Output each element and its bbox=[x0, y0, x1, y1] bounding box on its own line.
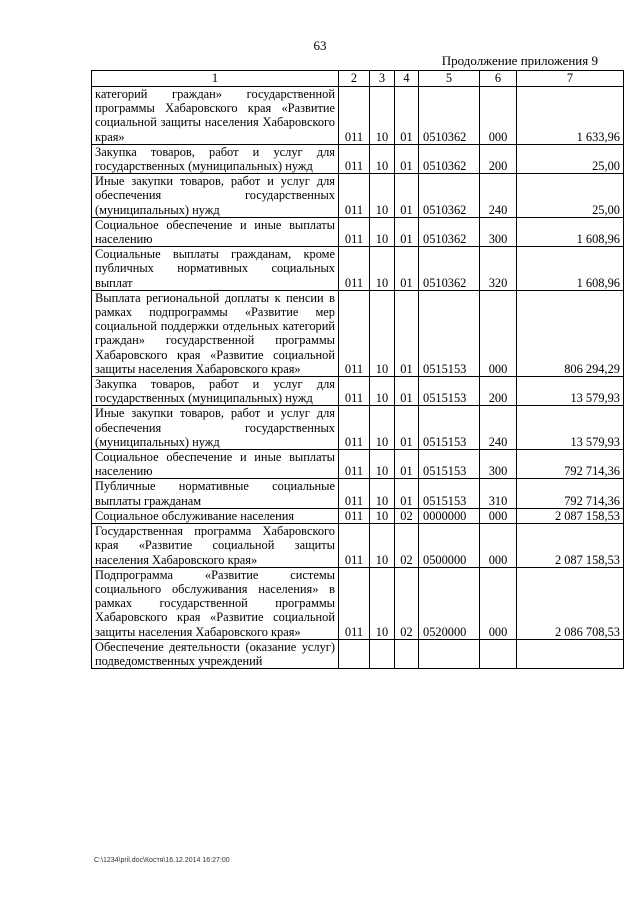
row-expense-type: 000 bbox=[480, 508, 517, 523]
row-subsection: 02 bbox=[395, 567, 419, 639]
row-section: 10 bbox=[370, 524, 395, 568]
row-name: Выплата региональной доплаты к пенсии в рамках подпрограммы «Развитие мер социальной поддержки отдельных категорий граждан» государственной программы Хабаровского края «Развитие социальной защиты населения Хабаровского края» bbox=[92, 290, 339, 376]
row-subsection: 01 bbox=[395, 247, 419, 291]
row-subsection: 01 bbox=[395, 377, 419, 406]
row-expense-type bbox=[480, 639, 517, 668]
row-name: Социальное обслуживание населения bbox=[92, 508, 339, 523]
row-target-article: 0510362 bbox=[419, 87, 480, 145]
row-target-article: 0510362 bbox=[419, 247, 480, 291]
row-section: 10 bbox=[370, 479, 395, 508]
row-name: Социальные выплаты гражданам, кроме публичных нормативных социальных выплат bbox=[92, 247, 339, 291]
row-section: 10 bbox=[370, 406, 395, 450]
row-name: Закупка товаров, работ и услуг для государственных (муниципальных) нужд bbox=[92, 144, 339, 173]
row-admin-code: 011 bbox=[339, 524, 370, 568]
row-amount: 25,00 bbox=[517, 174, 624, 218]
row-subsection bbox=[395, 639, 419, 668]
row-section: 10 bbox=[370, 87, 395, 145]
row-expense-type: 000 bbox=[480, 524, 517, 568]
table-row bbox=[92, 290, 624, 376]
row-admin-code: 011 bbox=[339, 450, 370, 479]
row-amount: 1 608,96 bbox=[517, 217, 624, 246]
row-admin-code: 011 bbox=[339, 247, 370, 291]
row-amount: 1 608,96 bbox=[517, 247, 624, 291]
row-section bbox=[370, 639, 395, 668]
column-header: 1 bbox=[92, 71, 339, 87]
row-amount: 13 579,93 bbox=[517, 377, 624, 406]
row-subsection: 01 bbox=[395, 406, 419, 450]
row-section: 10 bbox=[370, 377, 395, 406]
row-target-article: 0500000 bbox=[419, 524, 480, 568]
row-target-article: 0515153 bbox=[419, 290, 480, 376]
row-subsection: 01 bbox=[395, 144, 419, 173]
row-amount: 792 714,36 bbox=[517, 450, 624, 479]
row-subsection: 01 bbox=[395, 174, 419, 218]
table-row bbox=[92, 524, 624, 568]
row-admin-code: 011 bbox=[339, 508, 370, 523]
row-expense-type: 000 bbox=[480, 567, 517, 639]
row-subsection: 01 bbox=[395, 290, 419, 376]
row-target-article: 0510362 bbox=[419, 217, 480, 246]
row-admin-code: 011 bbox=[339, 87, 370, 145]
row-subsection: 02 bbox=[395, 524, 419, 568]
row-name: категорий граждан» государственной программы Хабаровского края «Развитие социальной защиты населения Хабаровского края» bbox=[92, 87, 339, 145]
table-row bbox=[92, 174, 624, 218]
row-amount: 1 633,96 bbox=[517, 87, 624, 145]
table-row bbox=[92, 479, 624, 508]
row-expense-type: 320 bbox=[480, 247, 517, 291]
row-subsection: 01 bbox=[395, 87, 419, 145]
table-row bbox=[92, 144, 624, 173]
table-row bbox=[92, 450, 624, 479]
row-admin-code: 011 bbox=[339, 377, 370, 406]
table-row bbox=[92, 217, 624, 246]
row-name: Подпрограмма «Развитие системы социального обслуживания населения» в рамках государственной программы Хабаровского края «Развитие социальной защиты населения Хабаровского края» bbox=[92, 567, 339, 639]
row-target-article bbox=[419, 639, 480, 668]
row-admin-code: 011 bbox=[339, 217, 370, 246]
budget-table bbox=[91, 70, 624, 669]
table-row bbox=[92, 639, 624, 668]
row-target-article: 0515153 bbox=[419, 450, 480, 479]
row-subsection: 01 bbox=[395, 450, 419, 479]
column-header: 6 bbox=[480, 71, 517, 87]
row-subsection: 02 bbox=[395, 508, 419, 523]
row-amount bbox=[517, 639, 624, 668]
row-amount: 13 579,93 bbox=[517, 406, 624, 450]
row-name: Социальное обеспечение и иные выплаты населению bbox=[92, 217, 339, 246]
row-expense-type: 200 bbox=[480, 144, 517, 173]
row-section: 10 bbox=[370, 567, 395, 639]
row-name: Иные закупки товаров, работ и услуг для обеспечения государственных (муниципальных) нужд bbox=[92, 406, 339, 450]
row-name: Публичные нормативные социальные выплаты гражданам bbox=[92, 479, 339, 508]
row-section: 10 bbox=[370, 508, 395, 523]
row-name: Социальное обеспечение и иные выплаты населению bbox=[92, 450, 339, 479]
row-admin-code: 011 bbox=[339, 144, 370, 173]
row-target-article: 0510362 bbox=[419, 174, 480, 218]
table-row bbox=[92, 567, 624, 639]
row-admin-code: 011 bbox=[339, 479, 370, 508]
row-section: 10 bbox=[370, 174, 395, 218]
row-amount: 25,00 bbox=[517, 144, 624, 173]
row-expense-type: 240 bbox=[480, 174, 517, 218]
row-section: 10 bbox=[370, 144, 395, 173]
row-expense-type: 310 bbox=[480, 479, 517, 508]
row-subsection: 01 bbox=[395, 479, 419, 508]
row-amount: 2 086 708,53 bbox=[517, 567, 624, 639]
row-expense-type: 300 bbox=[480, 217, 517, 246]
row-amount: 792 714,36 bbox=[517, 479, 624, 508]
row-name: Государственная программа Хабаровского края «Развитие социальной защиты населения Хабаровского края» bbox=[92, 524, 339, 568]
row-amount: 2 087 158,53 bbox=[517, 508, 624, 523]
row-target-article: 0520000 bbox=[419, 567, 480, 639]
row-section: 10 bbox=[370, 290, 395, 376]
column-header: 7 bbox=[517, 71, 624, 87]
column-header: 2 bbox=[339, 71, 370, 87]
table-row bbox=[92, 406, 624, 450]
row-section: 10 bbox=[370, 217, 395, 246]
row-target-article: 0510362 bbox=[419, 144, 480, 173]
header-row bbox=[92, 71, 624, 87]
row-expense-type: 300 bbox=[480, 450, 517, 479]
row-expense-type: 000 bbox=[480, 290, 517, 376]
row-name: Обеспечение деятельности (оказание услуг) подведомственных учреждений bbox=[92, 639, 339, 668]
row-target-article: 0515153 bbox=[419, 479, 480, 508]
column-header: 5 bbox=[419, 71, 480, 87]
table-row bbox=[92, 247, 624, 291]
row-admin-code: 011 bbox=[339, 290, 370, 376]
row-subsection: 01 bbox=[395, 217, 419, 246]
table-row bbox=[92, 508, 624, 523]
row-admin-code: 011 bbox=[339, 174, 370, 218]
table-row bbox=[92, 377, 624, 406]
row-expense-type: 200 bbox=[480, 377, 517, 406]
table-row bbox=[92, 87, 624, 145]
row-name: Закупка товаров, работ и услуг для государственных (муниципальных) нужд bbox=[92, 377, 339, 406]
row-expense-type: 000 bbox=[480, 87, 517, 145]
row-section: 10 bbox=[370, 247, 395, 291]
file-path-footer: C:\1234\pril.doc\Костя\16.12.2014 16:27:00 bbox=[94, 857, 230, 864]
row-admin-code: 011 bbox=[339, 567, 370, 639]
page-number: 63 bbox=[313, 38, 327, 53]
row-target-article: 0515153 bbox=[419, 377, 480, 406]
row-amount: 2 087 158,53 bbox=[517, 524, 624, 568]
column-header: 3 bbox=[370, 71, 395, 87]
row-amount: 806 294,29 bbox=[517, 290, 624, 376]
continuation-note: Продолжение приложения 9 bbox=[441, 53, 598, 68]
row-target-article: 0515153 bbox=[419, 406, 480, 450]
row-target-article: 0000000 bbox=[419, 508, 480, 523]
row-admin-code: 011 bbox=[339, 406, 370, 450]
column-header: 4 bbox=[395, 71, 419, 87]
row-name: Иные закупки товаров, работ и услуг для обеспечения государственных (муниципальных) нужд bbox=[92, 174, 339, 218]
row-section: 10 bbox=[370, 450, 395, 479]
row-admin-code bbox=[339, 639, 370, 668]
row-expense-type: 240 bbox=[480, 406, 517, 450]
